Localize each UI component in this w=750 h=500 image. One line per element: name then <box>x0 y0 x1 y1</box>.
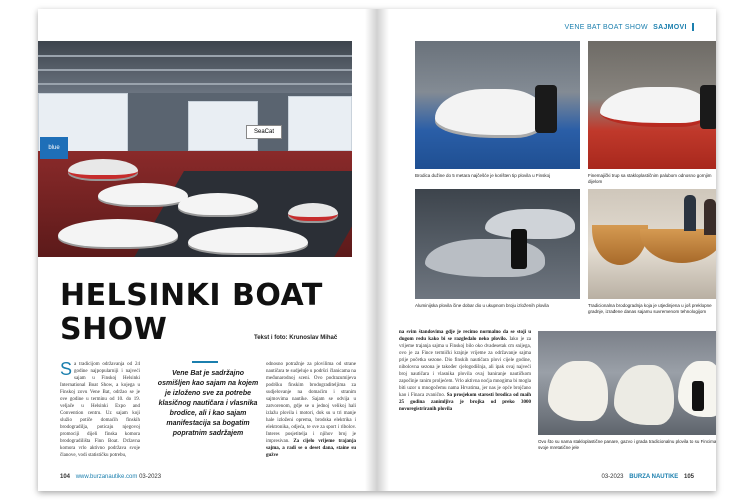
fibreglass-boat <box>548 361 608 421</box>
ceiling-truss <box>38 69 352 71</box>
right-footer <box>602 474 695 480</box>
body-text-bold: Sa prosjekom starosti brodica od maih 25 godina zanimljiva je brojka od preko 3000 novoregistriranih plovila <box>399 393 532 412</box>
photo-white-boat-blue-carpet <box>415 41 580 169</box>
pull-quote: Vene Bat je sadržajno osmišljen kao sajam na kojem je izloženo sve za potrebe klasičnog nautičara i vlasnika brodice, ali i kao sajam manifestacija sa bogatim popratnim sadržajem <box>157 370 259 437</box>
caption-3: Aluminijska plovila čine dobar dio u ukupnom broju izloženih plovila <box>415 303 549 308</box>
body-column-1 <box>60 361 140 471</box>
body-text: a tradicijom održavanja od 24 godine najpopularniji i najveći sajam u Finskoj Helsinki International Boat Show, a kojega u Finskoj zovu Vene Bat, održao se je ove godine u terminu od 10. do 19. veljače u Helsinki Expo and Convention centru. Uz sajam koji služio potiče domaćih finskih brodogradilja, poticaju njegovoj promociji dijeli finska komora brodogradilišta Finn Boat. Državna komora vrlo aktivno podržava svoje članove, vodi statističku potrebu, <box>60 362 140 458</box>
page-number: 105 <box>683 474 694 480</box>
photo-aluminium-boats <box>415 189 580 299</box>
left-page <box>38 9 377 491</box>
caption-1: Brodica dužine do 5 metara najčešće je korišten tip plovila u Finskoj <box>415 173 551 178</box>
body-column-2 <box>266 361 356 481</box>
outboard-motor <box>692 381 704 411</box>
fibreglass-boat <box>614 365 674 425</box>
header-section: SAJMOVI <box>653 23 687 31</box>
magazine-spread <box>38 9 716 491</box>
running-header <box>564 23 694 31</box>
displayed-boat <box>188 227 308 253</box>
left-footer <box>60 474 161 480</box>
displayed-boat <box>58 219 178 247</box>
body-text-bold: na svim štandovima gdje je recimo normalno da se stoji u dugom redu kako bi se razgledalo neko plovilo. <box>399 330 531 342</box>
aluminium-boat <box>485 209 575 239</box>
body-text-bold: Za cijelo vrijeme trajanja sajma, a radi se o deset dana, staine su gužve <box>266 439 356 458</box>
page-number: 104 <box>60 474 71 480</box>
header-bar <box>692 23 694 31</box>
right-body-column <box>399 329 531 479</box>
caption-4: Tradicionalna brodogradnja koja je utjedinjena u još preklopne gradnje, izrađene danas sajamu suvremenom tehnologijom <box>588 303 712 314</box>
displayed-boat <box>288 203 338 221</box>
visitor <box>684 195 696 231</box>
hero-photo-boat-show-hall <box>38 41 352 257</box>
footer-issue: 03-2023 <box>139 474 162 480</box>
outboard-motor <box>535 85 557 133</box>
ceiling-truss <box>38 83 352 85</box>
photo-wooden-boats <box>588 189 716 299</box>
footer-issue: 03-2023 <box>601 474 624 480</box>
caption-5: Ovo što su nama stakloplastične panare, gazvo i grada tradicionalnu plovila to su Fincima svoje mretatične jele <box>538 439 716 450</box>
byline: Tekst i foto: Krunoslav Mihač <box>254 335 338 341</box>
photo-boat-red-carpet <box>588 41 716 169</box>
header-title: VENE BAT BOAT SHOW <box>564 23 648 31</box>
white-boat <box>600 87 710 127</box>
caption-2: Finemajički trup sa stakloplastičnim palubom odnosno gornjim dijelom <box>588 173 712 184</box>
title-line-2: SHOW <box>60 312 168 347</box>
outboard-motor <box>700 85 716 129</box>
booth-sign-seacat: SeaCat <box>246 125 282 139</box>
body-text: odnosno potražnje za plovilima od strane nautičara te sudjeluje u podršci članicama na međunarodnoj sceni. Ovo podrazumijeva podršku finskim brodograditeljima za sudjelovanje na domaćim i stranim sajmovima nautike. Sajam se odvija u zatvorenom, gdje se u jednoj velikoj hali izlažu plovila i motori, dok su u tri manje hale izloženi oprema, brodska elektrika i elektronika, odjeća, te sve za sport i ribolov. Interes posjetitelja i njihov broj je impresivan. <box>266 362 356 444</box>
exhibition-booth <box>288 96 352 151</box>
displayed-boat <box>68 159 138 179</box>
aluminium-boat <box>425 239 545 277</box>
title-line-1: HELSINKI BOAT <box>60 278 323 313</box>
displayed-boat <box>98 183 188 205</box>
quote-divider <box>192 361 218 363</box>
right-page <box>377 9 716 491</box>
footer-url: www.burzanautike.com <box>75 474 138 480</box>
dropcap: S <box>60 359 73 379</box>
white-boat <box>435 89 545 135</box>
outboard-motor <box>511 229 527 269</box>
ceiling-truss <box>38 55 352 57</box>
body-text: Iako je za vrijeme trajanja sajma u Finskoj bilo oko dvadesetak cm snijega, ovo je za Fince termički krajnje vrijeme za održavanje sajma prije početka sezone. Dio finskih nautičara plovi cijele godine, nibolovna sezona je također cjelogodišnja, ali ipak ovaj najveći broj nautičara i vlasnika plovila ovaj baniranje nautičkom započinje ranim proljećem. Vrlo aktivna noćja mnogima bi mogla biti uzor u mnogočemu nama Hrvatima, jer nas je opće brojčano kao i Finaca zvanično. <box>399 337 532 398</box>
photo-fibreglass-boats <box>538 331 716 435</box>
visitor <box>704 199 716 235</box>
footer-brand: BURZA NAUTIKE <box>629 474 679 480</box>
booth-sign-blue: blue <box>40 137 68 159</box>
displayed-boat <box>178 193 258 215</box>
hall-ceiling <box>38 41 352 93</box>
